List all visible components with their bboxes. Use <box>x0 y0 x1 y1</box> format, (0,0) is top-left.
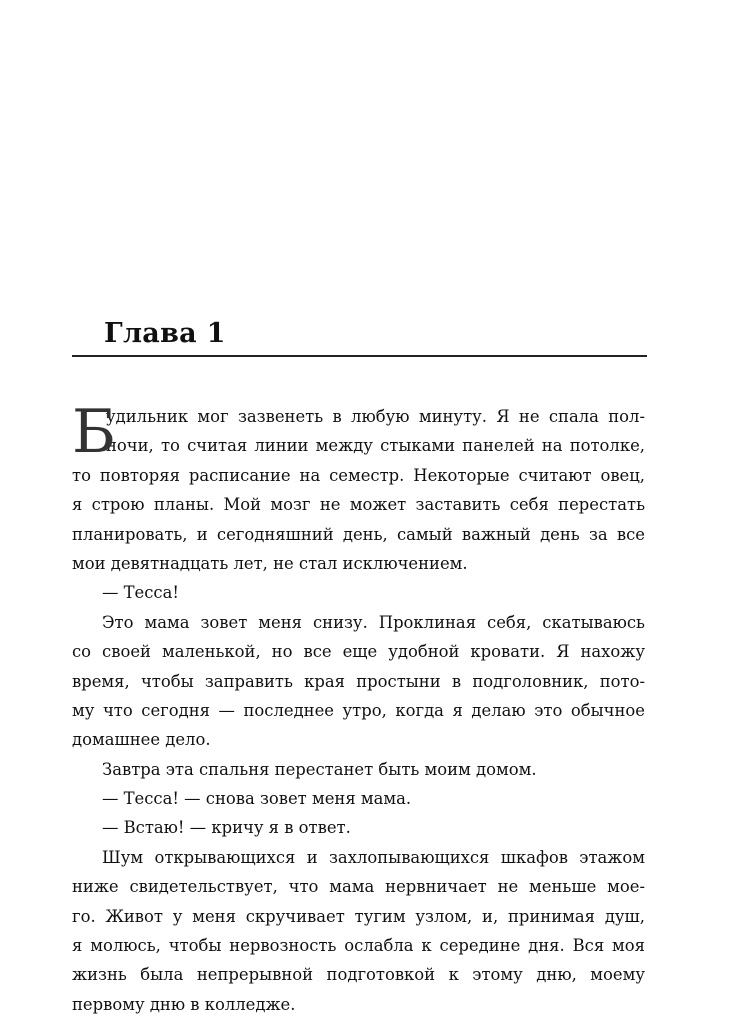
text-line: — Встаю! — кричу я в ответ. <box>102 818 351 838</box>
text-line: жизнь была непрерывной подготовкой к этому дню, моему <box>72 965 645 985</box>
paragraph-2 <box>72 578 645 607</box>
text-line: домашнее дело. <box>72 730 211 750</box>
text-line: то повторяя расписание на семестр. Некоторые считают овец, <box>72 465 645 485</box>
paragraph-7 <box>72 843 645 1019</box>
text-line: планировать, и сегодняшний день, самый важный день за все <box>72 524 645 544</box>
text-line: Это мама зовет меня снизу. Проклиная себя, скатываюсь <box>102 612 645 632</box>
text-line: Завтра эта спальня перестанет быть моим домом. <box>102 759 537 779</box>
text-line: му что сегодня — последнее утро, когда я делаю это обычное <box>72 700 645 720</box>
text-line: мои девятнадцать лет, не стал исключением. <box>72 553 468 573</box>
text-line: — Тесса! <box>102 583 179 603</box>
chapter-title: Глава 1 <box>104 318 226 349</box>
text-line: я строю планы. Мой мозг не может заставить себя перестать <box>72 495 645 515</box>
text-line: со своей маленькой, но все еще удобной кровати. Я нахожу <box>72 642 645 662</box>
paragraph-1 <box>72 397 645 578</box>
chapter-body <box>72 397 645 1019</box>
text-line: ночи, то считая линии между стыками панелей на потолке, <box>106 436 645 456</box>
text-line: Шум открывающихся и захлопывающихся шкафов этажом <box>102 847 645 867</box>
text-line: первому дню в колледже. <box>72 994 296 1014</box>
chapter-divider <box>72 355 647 357</box>
drop-cap-letter: Б <box>72 397 117 467</box>
text-line: ниже свидетельствует, что мама нервничает не меньше мое- <box>72 877 645 897</box>
paragraph-5 <box>72 784 645 813</box>
paragraph-6 <box>72 813 645 842</box>
text-line: Б удильник мог зазвенеть в любую минуту. Я не спала пол- <box>72 397 645 467</box>
text-line: я молюсь, чтобы нервозность ослабла к середине дня. Вся моя <box>72 936 645 956</box>
text-line: го. Живот у меня скручивает тугим узлом, и, принимая душ, <box>72 906 645 926</box>
paragraph-4 <box>72 755 645 784</box>
text-line: время, чтобы заправить края простыни в подголовник, пото- <box>72 671 645 691</box>
text-line: — Тесса! — снова зовет меня мама. <box>102 789 412 809</box>
paragraph-3 <box>72 608 645 755</box>
